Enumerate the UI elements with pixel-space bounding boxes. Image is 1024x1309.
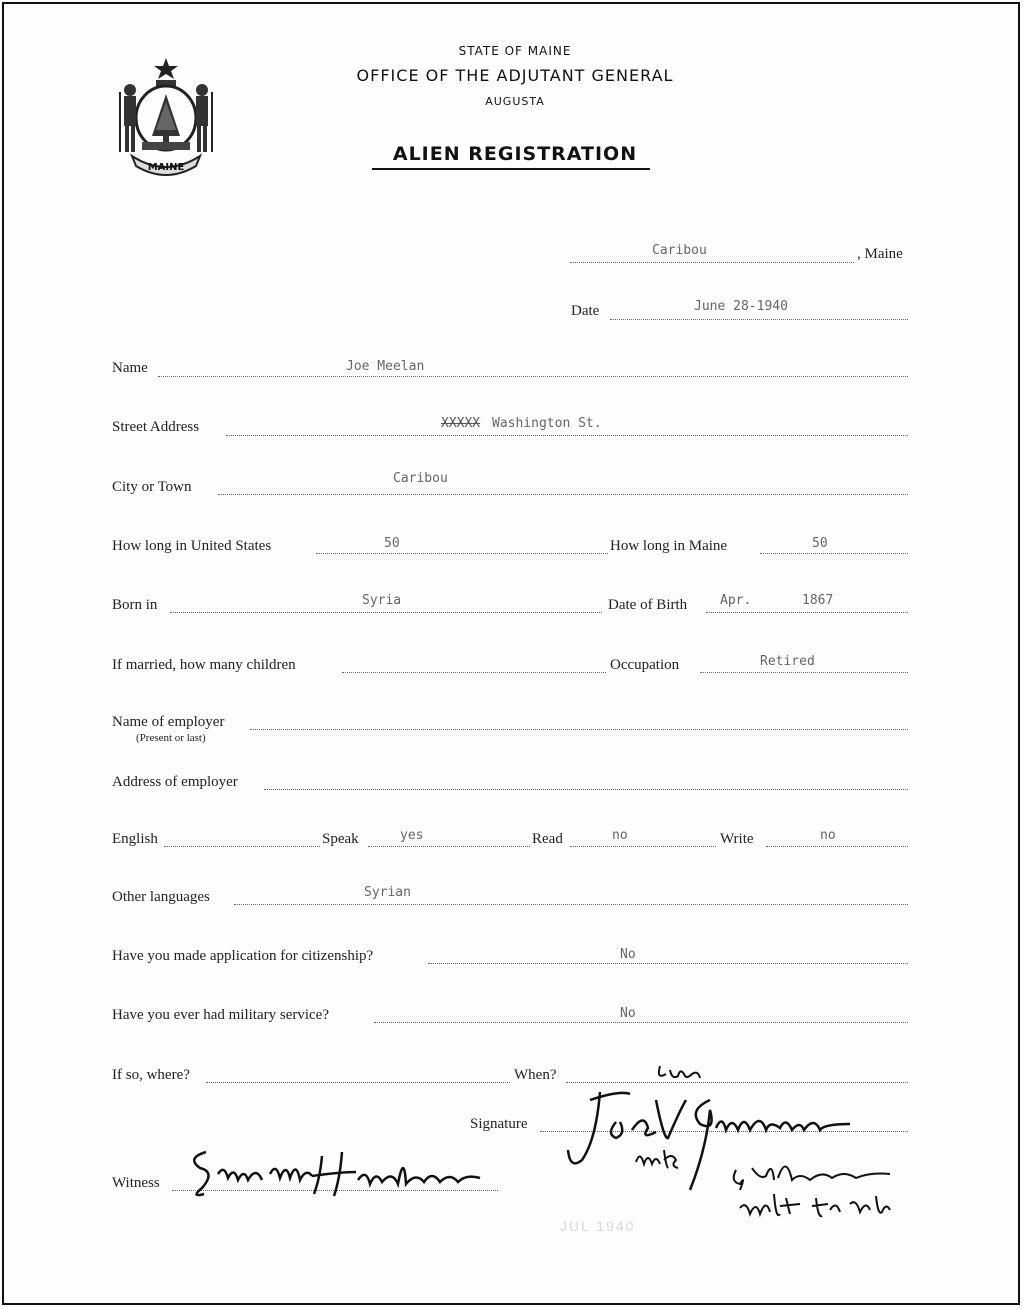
date-line: [610, 319, 908, 320]
received-stamp: JUL 1940: [560, 1218, 636, 1234]
employer-address-label: Address of employer: [112, 774, 238, 790]
header-office: OFFICE OF THE ADJUTANT GENERAL: [356, 66, 674, 85]
born-value: Syria: [362, 593, 402, 608]
write-value: no: [820, 828, 836, 843]
signature-label: Signature: [470, 1116, 528, 1132]
form-title: ALIEN REGISTRATION: [392, 143, 638, 165]
employer-label: Name of employer: [112, 714, 225, 730]
street-line: [226, 435, 908, 436]
witness-label: Witness: [112, 1175, 160, 1191]
date-value: June 28-1940: [694, 299, 788, 314]
occupation-line: [700, 672, 908, 673]
military-line: [374, 1022, 908, 1023]
header-city: AUGUSTA: [485, 95, 545, 108]
read-label: Read: [532, 831, 563, 847]
header-state: STATE OF MAINE: [458, 44, 572, 58]
maine-state-seal: [110, 56, 222, 180]
svg-text:MAINE: MAINE: [147, 162, 185, 173]
citizenship-value: No: [620, 947, 636, 962]
us-years-line: [316, 553, 608, 554]
english-line: [164, 846, 320, 847]
city-label: City or Town: [112, 479, 192, 495]
place-suffix: , Maine: [857, 246, 903, 262]
street-label: Street Address: [112, 419, 200, 435]
citizenship-label: Have you made application for citizenship?: [112, 948, 374, 964]
title-underline: [372, 168, 650, 170]
name-label: Name: [112, 360, 148, 376]
read-value: no: [612, 828, 628, 843]
street-struck-number: XXXXX: [441, 416, 481, 431]
dob-month: Apr.: [720, 593, 752, 608]
city-value: Caribou: [393, 471, 448, 486]
date-label: Date: [571, 303, 600, 319]
citizenship-line: [428, 963, 908, 964]
write-line: [766, 846, 908, 847]
employer-address-line: [264, 789, 908, 790]
dob-line: [706, 612, 908, 613]
name-value: Joe Meelan: [346, 359, 425, 374]
born-label: Born in: [112, 597, 158, 613]
witness-signature: [180, 1138, 510, 1208]
name-line: [158, 376, 908, 377]
maine-years-label: How long in Maine: [610, 538, 728, 554]
us-years-label: How long in United States: [112, 538, 272, 554]
dob-year: 1867: [802, 593, 834, 608]
other-languages-value: Syrian: [364, 885, 411, 900]
other-languages-label: Other languages: [112, 889, 210, 905]
dob-label: Date of Birth: [608, 597, 688, 613]
speak-line: [368, 846, 530, 847]
when-label: When?: [514, 1067, 557, 1083]
place-value: Caribou: [652, 243, 707, 258]
where-label: If so, where?: [112, 1067, 190, 1083]
speak-value: yes: [400, 828, 424, 843]
military-value: No: [620, 1006, 636, 1021]
maine-years-line: [760, 553, 908, 554]
english-label: English: [112, 831, 158, 847]
us-years-value: 50: [384, 536, 400, 551]
place-line: [570, 262, 854, 263]
occupation-label: Occupation: [610, 657, 680, 673]
occupation-value: Retired: [760, 654, 815, 669]
street-value: Washington St.: [492, 416, 602, 431]
maine-years-value: 50: [812, 536, 828, 551]
write-label: Write: [720, 831, 754, 847]
employer-sublabel: (Present or last): [136, 732, 206, 744]
speak-label: Speak: [322, 831, 359, 847]
children-label: If married, how many children: [112, 657, 296, 673]
where-line: [206, 1082, 510, 1083]
read-line: [570, 846, 716, 847]
born-line: [170, 612, 602, 613]
military-label: Have you ever had military service?: [112, 1007, 329, 1023]
applicant-signature: [560, 1050, 910, 1240]
city-line: [218, 494, 908, 495]
employer-line: [250, 729, 908, 730]
other-languages-line: [234, 904, 908, 905]
children-line: [342, 672, 606, 673]
